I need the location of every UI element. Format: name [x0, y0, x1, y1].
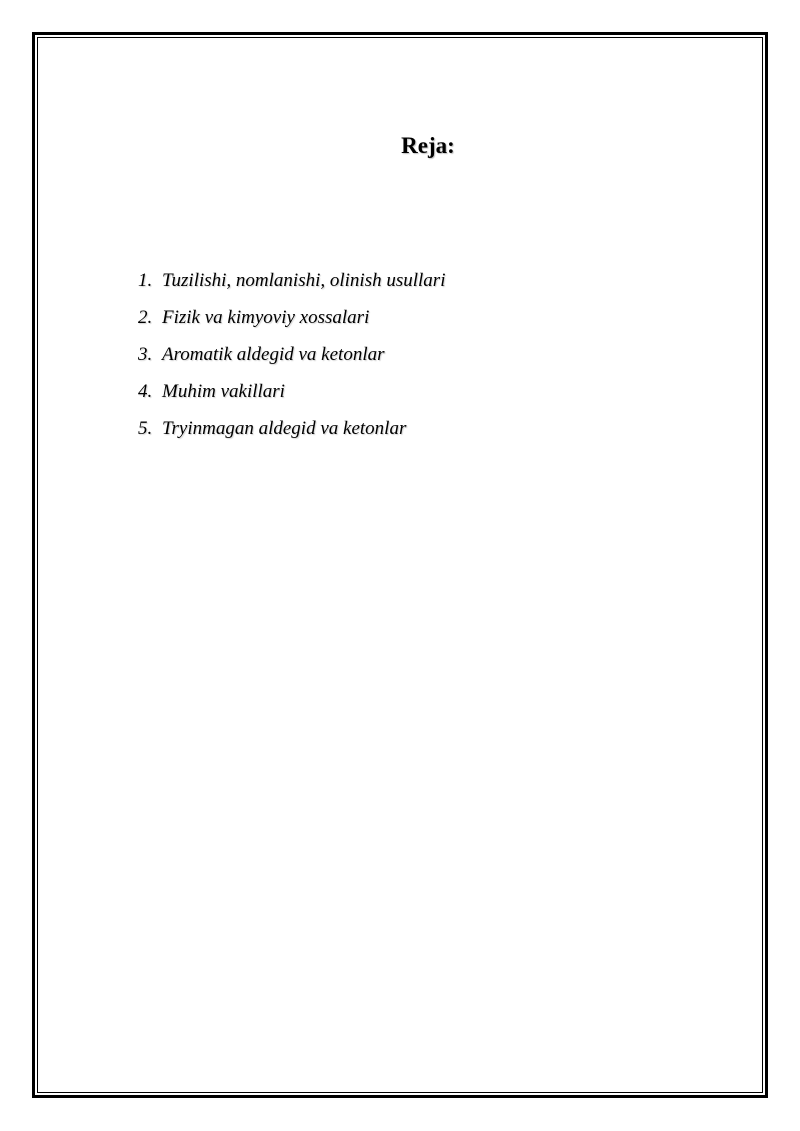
page-title: Reja: — [401, 133, 455, 158]
list-item-text: Aromatik aldegid va ketonlar — [162, 344, 385, 365]
list-item — [138, 299, 445, 336]
list-item — [138, 336, 445, 373]
list-item-text: Tryinmagan aldegid va ketonlar — [162, 418, 407, 439]
list-item-text: Fizik va kimyoviy xossalari — [162, 307, 370, 328]
list-item — [138, 262, 445, 299]
list-item-number: 4. — [138, 381, 153, 402]
list-item-text: Muhim vakillari — [162, 381, 285, 402]
list-item-number: 3. — [138, 344, 153, 365]
page-border-inner — [37, 37, 763, 1093]
list-item — [138, 373, 445, 410]
list-item-number: 5. — [138, 418, 153, 439]
plan-list — [138, 262, 445, 447]
list-item-text: Tuzilishi, nomlanishi, olinish usullari — [162, 270, 446, 291]
list-item — [138, 410, 445, 447]
list-item-number: 1. — [138, 270, 153, 291]
list-item-number: 2. — [138, 307, 153, 328]
